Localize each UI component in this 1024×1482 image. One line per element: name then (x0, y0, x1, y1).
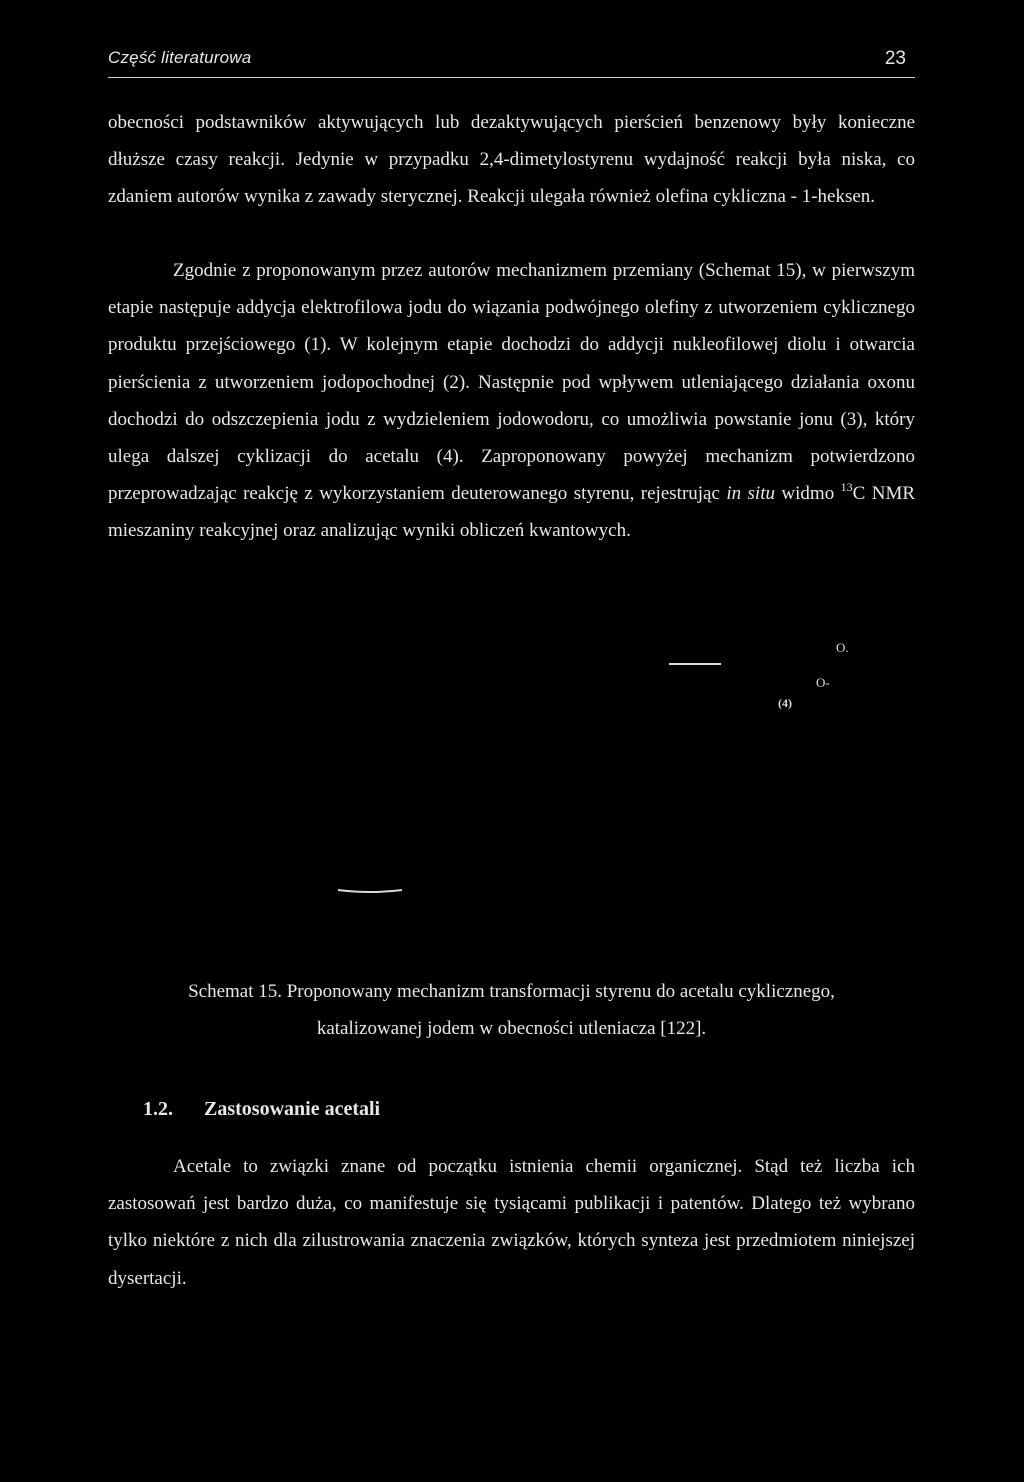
page-number: 23 (884, 48, 906, 69)
scheme-compound-4-label: (4) (778, 696, 792, 710)
section-title: Zastosowanie acetali (204, 1098, 381, 1120)
scheme-oxygen-label-top: O. (836, 640, 849, 655)
paragraph-2-end: C NMR mieszaniny reakcyjnej oraz analizując wyniki obliczeń kwantowych. (108, 483, 916, 542)
caption-line-1: Schemat 15. Proponowany mechanizm transformacji styrenu do acetalu cyklicznego, (188, 981, 835, 1002)
paragraph-2-main: Zgodnie z proponowanym przez autorów mechanizmem przemiany (Schemat 15), w pierwszym etapie następuje addycja elektrofilowa jodu do wiązania podwójnego olefiny z utworzeniem cyklicznego produktu przejściowego (1). W kolejnym etapie dochodzi do addycji nukleofilowej diolu i otwarcia pierścienia z utworzeniem jodopochodnej (2). Następnie pod wpływem utleniającego działania oxonu dochodzi do odszczepienia jodu z wydzieleniem jodowodoru, co umożliwia powstanie jonu (3), który ulega dalszej cyklizacji do acetalu (4). Zaproponowany powyżej mechanizm potwierdzono przeprowadzając reakcję z wykorzystaniem deuterowanego styrenu, rejestrując (108, 260, 915, 505)
running-header (108, 48, 906, 72)
paragraph-2 (108, 252, 915, 550)
scheme-oxygen-label-mid: O- (816, 675, 830, 690)
paragraph-2-text (108, 252, 915, 550)
in-situ-italic: in situ (726, 483, 775, 505)
scheme-bond-line (669, 663, 721, 665)
scheme-caption (108, 973, 915, 1047)
paragraph-1 (108, 104, 915, 216)
paragraph-1-text: obecności podstawników aktywujących lub dezaktywujących pierścień benzenowy były konieczne dłuższe czasy reakcji. Jedynie w przypadku 2,4-dimetylostyrenu wydajność reakcji była niska, co zdaniem autorów wynika z zawady sterycznej. Reakcji ulegała również olefina cykliczna - 1-heksen. (108, 112, 915, 208)
scheme-arrow-line (336, 886, 406, 896)
running-title: Część literaturowa (108, 48, 252, 67)
widmo-text: widmo (781, 483, 835, 505)
section-number: 1.2. (143, 1098, 173, 1120)
paragraph-3-text: Acetale to związki znane od początku istnienia chemii organicznej. Stąd też liczba ich zastosowań jest bardzo duża, co manifestuje się tysiącami publikacji i patentów. Dlatego też wybrano tylko niektóre z nich dla zilustrowania znaczenia związków, których synteza jest przedmiotem niniejszej dysertacji. (108, 1156, 915, 1289)
caption-line-2: katalizowanej jodem w obecności utleniacza [122]. (316, 1018, 707, 1040)
section-heading (143, 1098, 380, 1121)
paragraph-3 (108, 1148, 915, 1297)
header-rule (108, 77, 915, 78)
scheme-15-figure (108, 620, 915, 920)
isotope-superscript: 13 (840, 480, 853, 495)
